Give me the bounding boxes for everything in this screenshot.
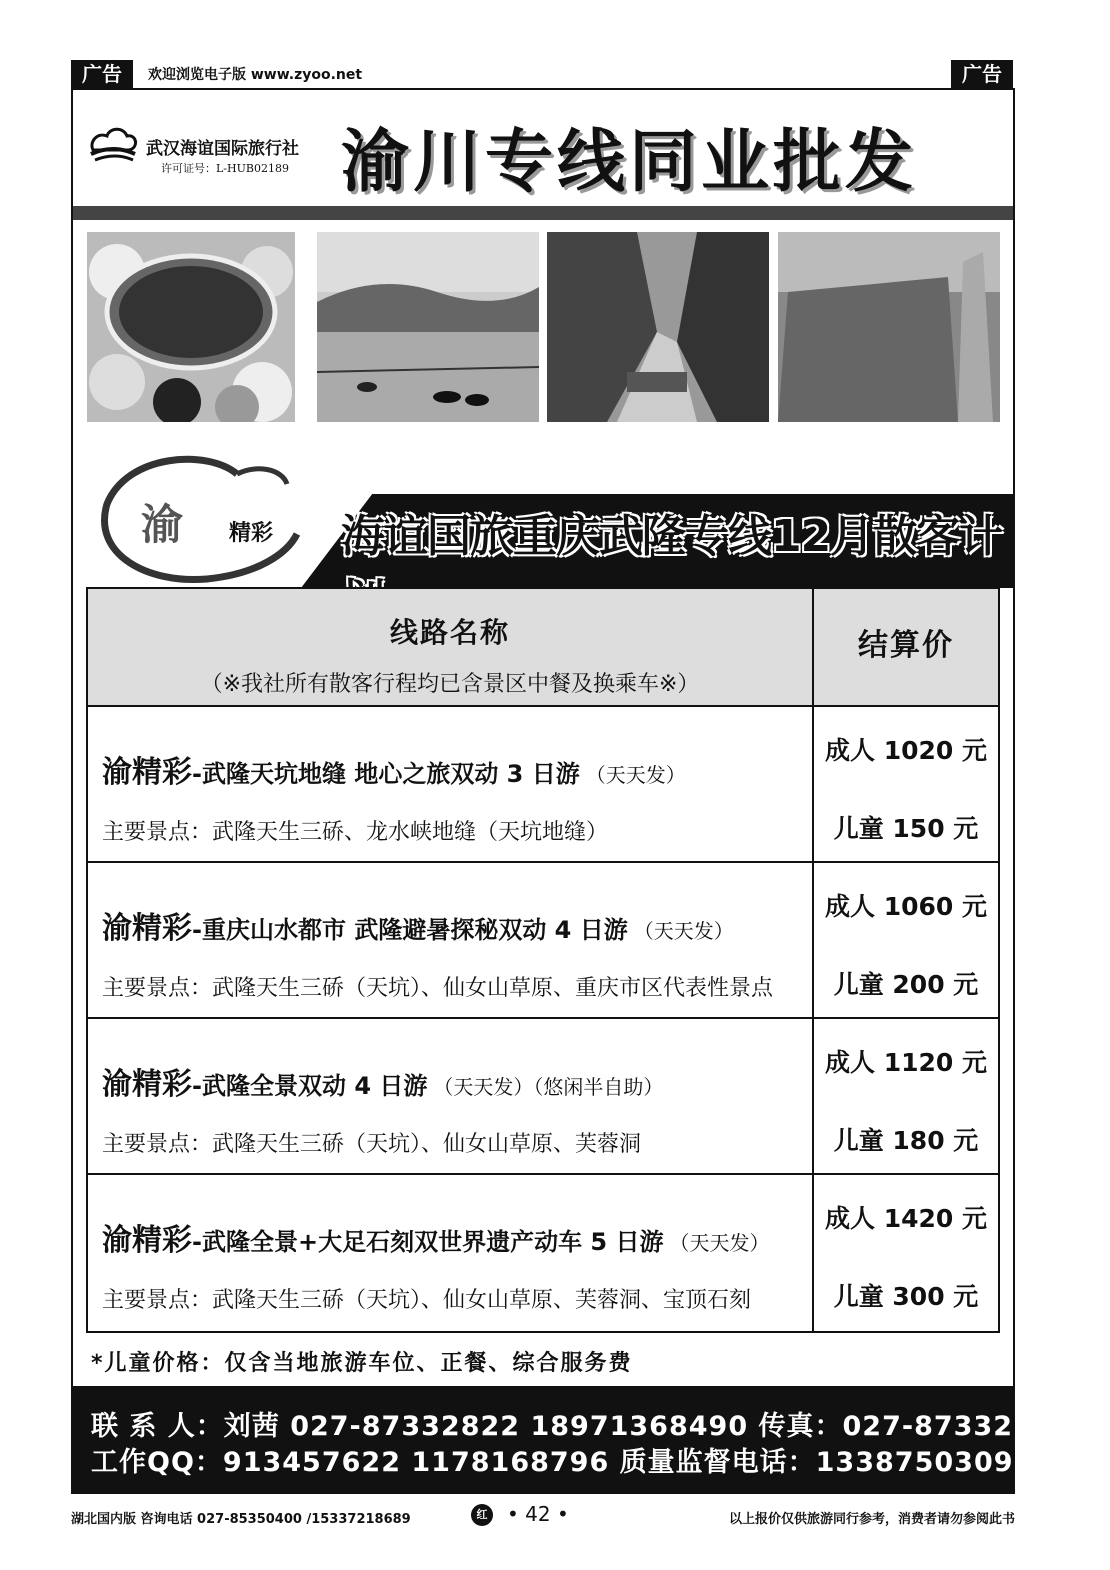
- header-route-note: （※我社所有散客行程均已含景区中餐及换乘车※）: [200, 672, 700, 697]
- header-divider: [73, 206, 1013, 220]
- route-cell: [88, 1019, 814, 1173]
- ad-tag-right: 广告: [951, 60, 1013, 88]
- table-header: [88, 589, 998, 707]
- license-number: 许可证号：L-HUB02189: [161, 162, 289, 175]
- price-cell: [814, 707, 998, 861]
- contact-bar: [73, 1386, 1073, 1492]
- contact-line-2: 工作QQ：913457622 1178168796 质量监督电话：13387503092: [91, 1447, 1034, 1478]
- brand-area: [87, 444, 307, 589]
- price-table: [86, 587, 1000, 1333]
- brand-yu: 渝: [141, 500, 184, 549]
- contact-line-1: 联 系 人：刘茜 027-87332822 18971368490 传真：027-87332571: [91, 1411, 1073, 1442]
- price-adult: 成人 1120 元: [825, 1048, 987, 1077]
- agency-name: 武汉海谊国际旅行社: [146, 139, 299, 159]
- table-row: [88, 1175, 998, 1331]
- route-brand: 渝精彩: [102, 1223, 192, 1258]
- child-price-note: *儿童价格：仅含当地旅游车位、正餐、综合服务费: [91, 1351, 633, 1376]
- photo-grassland: [317, 232, 539, 422]
- route-name: -重庆山水都市 武隆避暑探秘双动 4 日游: [192, 916, 628, 944]
- route-cell: [88, 863, 814, 1017]
- price-child: 儿童 180 元: [833, 1126, 979, 1155]
- route-spots: 主要景点：武隆天生三硚（天坑）、仙女山草原、重庆市区代表性景点: [102, 976, 774, 1001]
- brush-circle-icon: [87, 444, 307, 589]
- page-footer: [71, 1502, 1015, 1532]
- header-price-label: 结算价: [858, 628, 954, 663]
- route-note: （天天发）: [669, 1231, 770, 1255]
- welcome-text: 欢迎浏览电子版 www.zyoo.net: [148, 67, 363, 83]
- photo-gorge: [547, 232, 769, 422]
- price-cell: [814, 863, 998, 1017]
- photo-hotpot: [87, 232, 295, 422]
- page-title: 渝川专线同业批发: [341, 123, 918, 202]
- route-note: （天天发）（悠闲半自助）: [433, 1075, 664, 1099]
- ad-frame: [71, 88, 1073, 1494]
- route-note: （天天发）: [633, 919, 734, 943]
- price-adult: 成人 1060 元: [825, 892, 987, 921]
- price-adult: 成人 1020 元: [825, 736, 987, 765]
- photo-rock-monument: [778, 232, 1000, 422]
- header-route: [88, 589, 814, 705]
- route-brand: 渝精彩: [102, 911, 192, 946]
- route-note: （天天发）: [585, 763, 686, 787]
- route-name: -武隆天坑地缝 地心之旅双动 3 日游: [192, 760, 580, 788]
- header-route-label: 线路名称: [389, 616, 510, 649]
- footer-badge: 红: [471, 1504, 493, 1526]
- ad-tag-left: 广告: [71, 60, 133, 88]
- route-name: -武隆全景+大足石刻双世界遗产动车 5 日游: [192, 1228, 664, 1256]
- plan-title: 海谊国旅重庆武隆专线12月散客计: [341, 511, 1003, 562]
- price-cell: [814, 1019, 998, 1173]
- footer-right: 以上报价仅供旅游同行参考，消费者请勿参阅此书: [728, 1512, 1015, 1527]
- price-child: 儿童 200 元: [833, 970, 979, 999]
- table-row: [88, 707, 998, 863]
- brand-jingcai: 精彩: [229, 521, 274, 546]
- page-number: • 42 •: [507, 1502, 569, 1526]
- route-cell: [88, 707, 814, 861]
- route-spots: 主要景点：武隆天生三硚（天坑）、仙女山草原、芙蓉洞、宝顶石刻: [102, 1288, 752, 1313]
- route-spots: 主要景点：武隆天生三硚（天坑）、仙女山草原、芙蓉洞: [102, 1132, 642, 1157]
- table-row: [88, 863, 998, 1019]
- table-row: [88, 1019, 998, 1175]
- price-child: 儿童 300 元: [833, 1282, 979, 1311]
- route-brand: 渝精彩: [102, 755, 192, 790]
- route-brand: 渝精彩: [102, 1067, 192, 1102]
- price-child: 儿童 150 元: [833, 814, 979, 843]
- cloud-logo-icon: [87, 124, 139, 164]
- route-cell: [88, 1175, 814, 1331]
- route-spots: 主要景点：武隆天生三硚、龙水峡地缝（天坑地缝）: [102, 820, 609, 845]
- price-adult: 成人 1420 元: [825, 1204, 987, 1233]
- route-name: -武隆全景双动 4 日游: [192, 1072, 428, 1100]
- footer-left: 湖北国内版 咨询电话 027-85350400 /15337218689: [71, 1512, 411, 1527]
- header: [73, 90, 1013, 205]
- price-cell: [814, 1175, 998, 1331]
